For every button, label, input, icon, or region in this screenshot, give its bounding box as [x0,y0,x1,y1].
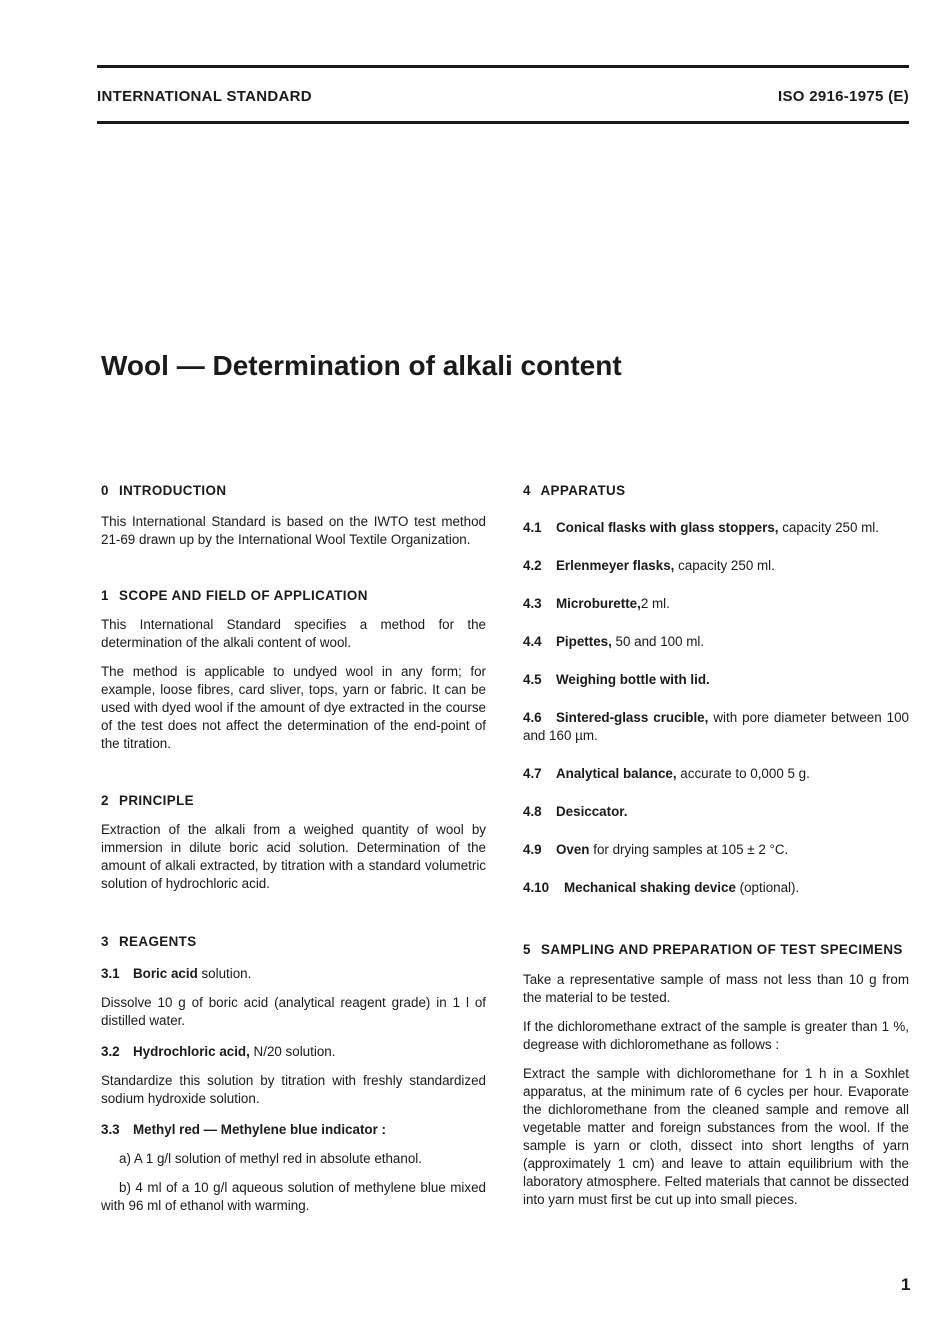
header-right: ISO 2916-1975 (E) [777,88,909,105]
reagent-rest: N/20 solution. [249,1044,336,1059]
introduction-paragraph: This International Standard is based on the IWTO test method 21-69 drawn up by the International Wool Textile Organization. [101,514,486,547]
section-heading-apparatus [523,482,909,500]
page-number: 1 [901,1275,911,1294]
item-term: Pipettes, [556,634,612,649]
top-rule [97,65,909,68]
header-bottom-rule [97,121,909,124]
reagent-3-3-a: a) A 1 g/l solution of methyl red in absolute ethanol. [119,1151,422,1166]
reagent-number: 3.3 [101,1122,120,1137]
section-number: 0 [101,483,109,498]
reagent-term: Methyl red — Methylene blue indicator : [133,1122,386,1137]
section-title: APPARATUS [540,483,626,498]
apparatus-item [523,671,909,689]
item-rest: 2 ml. [640,596,670,611]
section-heading-sampling [523,941,909,959]
right-column [523,482,909,1209]
reagent-3-2-text: Standardize this solution by titration with freshly standardized sodium hydroxide solution. [101,1073,486,1106]
sampling-paragraph-3: Extract the sample with dichloromethane for 1 h in a Soxhlet apparatus, at the minimum rate of 6 cycles per hour. Evaporate the dichloromethane from the cleaned sample and remove all vegetable matter and foreign substances from the wool. If the sample is yarn or cloth, dissect into short lengths of yarn (approximately 1 cm) and leave to attain equilibrium with the laboratory atmosphere. Felted materials that cannot be dissected into yarn must first be cut up into small pieces. [523,1066,909,1207]
item-term: Sintered-glass crucible, [556,710,709,725]
section-title: SCOPE AND FIELD OF APPLICATION [118,588,368,603]
apparatus-list [523,519,909,897]
reagent-number: 3.2 [101,1044,120,1059]
reagent-3-2 [101,1043,486,1061]
section-heading-introduction [101,482,486,500]
reagent-3-1-text: Dissolve 10 g of boric acid (analytical reagent grade) in 1 l of distilled water. [101,995,486,1028]
principle-paragraph: Extraction of the alkali from a weighed quantity of wool by immersion in dilute boric acid solution. Determination of the amount of alkali extracted, by titration with a standard volumetric solution of hydrochloric acid. [101,822,486,891]
item-number: 4.5 [523,672,542,687]
header-left: INTERNATIONAL STANDARD [97,88,312,105]
reagent-3-3 [101,1121,486,1139]
item-term: Weighing bottle with lid. [556,672,710,687]
section-number: 4 [523,483,531,498]
item-number: 4.6 [523,710,542,725]
apparatus-item [523,879,909,897]
apparatus-item [523,633,909,651]
section-number: 3 [101,934,109,949]
item-number: 4.2 [523,558,542,573]
item-rest: 50 and 100 ml. [611,634,705,649]
section-title: INTRODUCTION [118,483,227,498]
item-number: 4.4 [523,634,542,649]
reagent-term: Boric acid [133,966,198,981]
item-term: Oven [556,842,590,857]
item-rest: for drying samples at 105 ± 2 °C. [589,842,789,857]
reagent-number: 3.1 [101,966,120,981]
apparatus-item [523,765,909,783]
item-term: Mechanical shaking device [564,880,736,895]
section-number: 1 [101,588,109,603]
item-number: 4.10 [523,880,550,895]
apparatus-item [523,519,909,537]
item-term: Desiccator. [556,804,628,819]
section-heading-scope [101,587,486,605]
item-number: 4.1 [523,520,542,535]
sampling-paragraph-1: Take a representative sample of mass not less than 10 g from the material to be tested. [523,972,909,1005]
item-term: Erlenmeyer flasks, [556,558,675,573]
scope-paragraph-2: The method is applicable to undyed wool in any form; for example, loose fibres, card sliver, tops, yarn or fabric. It can be used with dyed wool if the amount of dye extracted in the course of the test does not affect the determination of the end-point of the titration. [101,664,486,751]
section-title: SAMPLING AND PREPARATION OF TEST SPECIMENS [540,942,903,957]
section-heading-principle [101,792,486,810]
item-rest: accurate to 0,000 5 g. [676,766,810,781]
reagent-3-3-b: b) 4 ml of a 10 g/l aqueous solution of methylene blue mixed with 96 ml of ethanol with warming. [101,1180,486,1213]
item-number: 4.9 [523,842,542,857]
section-title: REAGENTS [118,934,197,949]
item-rest: capacity 250 ml. [674,558,775,573]
item-rest: (optional). [735,880,800,895]
apparatus-item [523,557,909,575]
scope-paragraph-1: This International Standard specifies a method for the determination of the alkali content of wool. [101,617,486,650]
item-rest: capacity 250 ml. [778,520,879,535]
reagent-term: Hydrochloric acid, [133,1044,250,1059]
reagent-3-1 [101,965,486,983]
sampling-paragraph-2: If the dichloromethane extract of the sample is greater than 1 %, degrease with dichloromethane as follows : [523,1019,909,1052]
reagent-rest: solution. [197,966,252,981]
item-number: 4.3 [523,596,542,611]
apparatus-item [523,709,909,745]
item-term: Microburette, [556,596,641,611]
item-rest: with pore diameter between 100 and 160 µm. [523,710,909,743]
item-number: 4.7 [523,766,542,781]
left-column [101,482,486,1215]
section-number: 2 [101,793,109,808]
apparatus-item [523,803,909,821]
apparatus-item [523,841,909,859]
apparatus-item [523,595,909,613]
item-term: Analytical balance, [556,766,677,781]
section-number: 5 [523,942,531,957]
section-heading-reagents [101,933,486,951]
document-title: Wool — Determination of alkali content [101,350,622,381]
item-number: 4.8 [523,804,542,819]
item-term: Conical flasks with glass stoppers, [556,520,779,535]
section-title: PRINCIPLE [118,793,195,808]
